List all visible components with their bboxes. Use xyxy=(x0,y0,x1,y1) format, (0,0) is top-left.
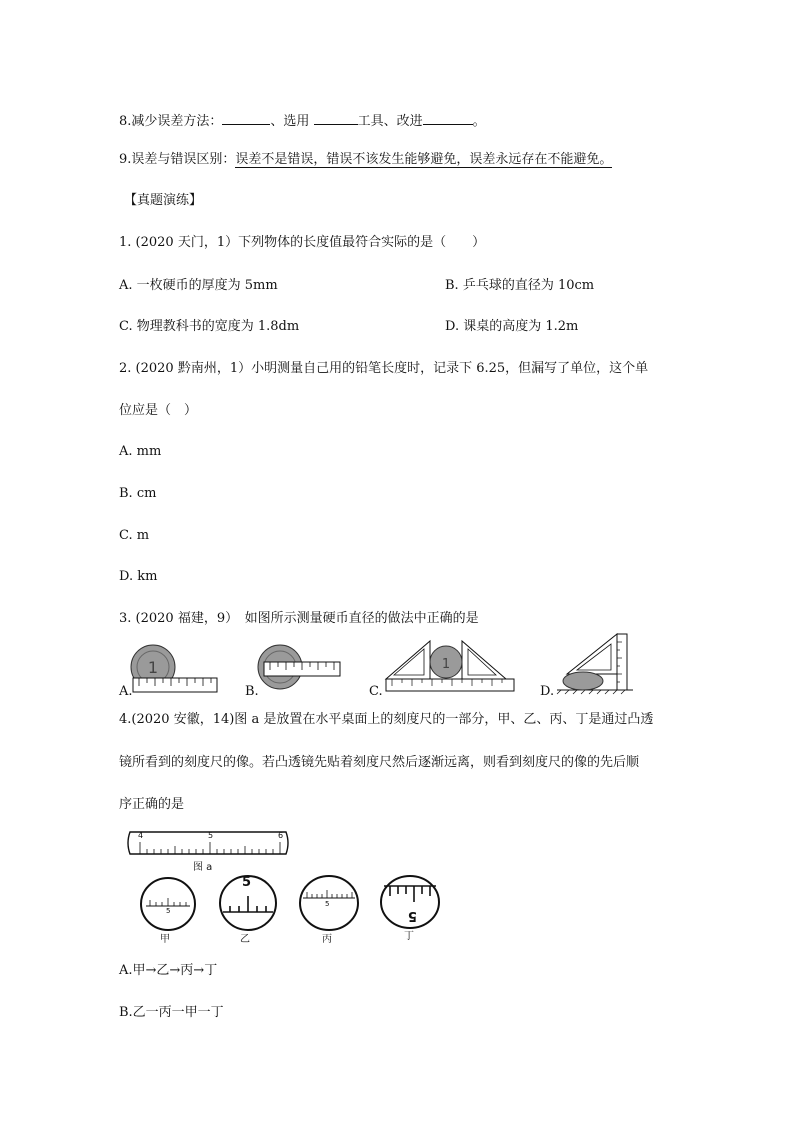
lens-yi-label: 乙 xyxy=(240,934,250,945)
lens-yi-number: 5 xyxy=(242,875,252,890)
q8-end: 。 xyxy=(472,114,486,129)
q4-stem-line1: 4.(2020 安徽，14)图 a 是放置在水平桌面上的刻度尺的一部分，甲、乙、丙、丁是通过凸透 xyxy=(119,712,654,727)
q2-option-d[interactable]: D. km xyxy=(119,569,158,584)
q9-answer: 误差不是错误，错误不该发生能够避免，误差永远存在不能避免。 xyxy=(235,152,613,167)
q2-stem-line2: 位应是（ ） xyxy=(119,403,198,418)
ruler-tick-6: 6 xyxy=(278,831,284,840)
q1-option-d[interactable]: D. 课桌的高度为 1.2m xyxy=(445,319,579,334)
svg-text:1: 1 xyxy=(147,658,159,677)
q4-stem-line3: 序正确的是 xyxy=(119,797,185,812)
q1-option-b[interactable]: B. 乒乓球的直径为 10cm xyxy=(445,278,595,293)
q8-mid2: 工具、改进 xyxy=(357,114,423,129)
ruler-tick-4: 4 xyxy=(138,831,144,840)
q4-stem-line2: 镜所看到的刻度尺的像。若凸透镜先贴着刻度尺然后逐渐远离，则看到刻度尺的像的先后顺 xyxy=(119,755,640,770)
q9-line xyxy=(119,152,612,168)
q1-option-a[interactable]: A. 一枚硬币的厚度为 5mm xyxy=(119,278,278,293)
svg-text:1: 1 xyxy=(441,657,451,672)
lens-bing-number: 5 xyxy=(325,900,330,908)
q3-label-c[interactable]: C. xyxy=(369,684,383,699)
q3-figure-b xyxy=(254,642,342,694)
q2-option-c[interactable]: C. m xyxy=(119,528,150,543)
q1-stem: 1. (2020 天门，1）下列物体的长度值最符合实际的是（ ） xyxy=(119,235,486,250)
q8-prefix: 8.减少误差方法： xyxy=(119,114,223,129)
q8-blank-1[interactable] xyxy=(222,112,270,125)
q8-mid1: 、选用 xyxy=(270,114,310,129)
q2-stem-line1: 2. (2020 黔南州，1）小明测量自己用的铅笔长度时，记录下 6.25，但漏写了单位，这个单 xyxy=(119,361,649,376)
q3-figure-d xyxy=(555,630,635,696)
q4-option-b[interactable]: B.乙一丙一甲一丁 xyxy=(119,1005,224,1020)
q8-line xyxy=(119,112,486,130)
q3-label-b[interactable]: B. xyxy=(245,684,259,699)
q3-label-d[interactable]: D. xyxy=(540,684,555,699)
q3-stem: 3. (2020 福建，9） 如图所示测量硬币直径的做法中正确的是 xyxy=(119,611,479,626)
q1-option-c[interactable]: C. 物理教科书的宽度为 1.8dm xyxy=(119,319,300,334)
q4-option-a[interactable]: A.甲→乙→丙→丁 xyxy=(119,963,218,978)
q9-prefix: 9.误差与错误区别： xyxy=(119,152,236,167)
section-title: 【真题演练】 xyxy=(124,193,203,208)
lens-jia-label: 甲 xyxy=(160,934,170,945)
lens-ding-label: 丁 xyxy=(404,931,414,942)
lens-ding-number: 5 xyxy=(408,908,418,923)
q2-option-a[interactable]: A. mm xyxy=(119,444,162,459)
lens-jia-number: 5 xyxy=(166,907,171,915)
ruler-caption: 图 a xyxy=(193,862,213,873)
q8-blank-3[interactable] xyxy=(423,112,473,125)
lens-jia xyxy=(140,876,196,932)
lens-bing-label: 丙 xyxy=(322,934,332,945)
q3-label-a[interactable]: A. xyxy=(119,684,133,699)
ruler-tick-5: 5 xyxy=(208,831,214,840)
q3-figure-c xyxy=(380,635,518,695)
q3-figure-a xyxy=(127,642,219,694)
q2-option-b[interactable]: B. cm xyxy=(119,486,157,501)
q8-blank-2[interactable] xyxy=(314,112,358,125)
